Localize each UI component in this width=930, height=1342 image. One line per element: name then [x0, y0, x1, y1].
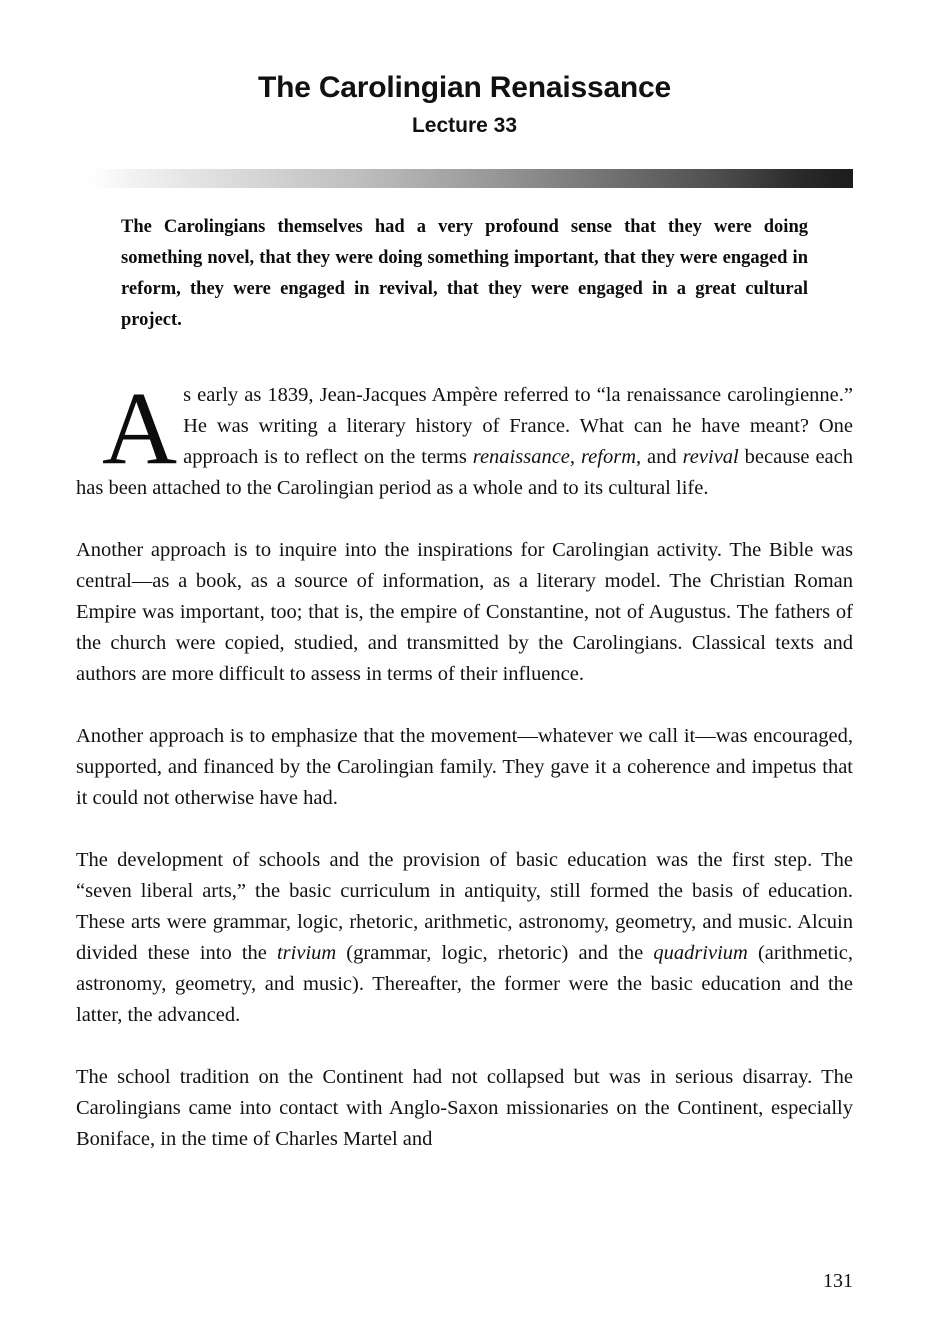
- spacer: [76, 336, 853, 380]
- paragraph-1-text: s early as 1839, Jean-Jacques Ampère referred to “la renaissance carolingienne.” He was writing a literary history of France. What can he have meant? One approach is to reflect on the terms renaissance, reform, and revival because each has been attached to the Carolingian period as a whole and to its cultural life.: [76, 384, 853, 499]
- paragraph-5-text: The school tradition on the Continent had not collapsed but was in serious disarray. The Carolingians came into contact with Anglo-Saxon missionaries on the Continent, especially Boniface, in the time of Charles Martel and: [76, 1066, 853, 1150]
- page-number: 131: [823, 1270, 853, 1292]
- paragraph-5: [76, 1062, 853, 1155]
- page-header: [76, 70, 853, 139]
- paragraph-2-text: Another approach is to inquire into the inspirations for Carolingian activity. The Bible was central—as a book, as a source of information, as a literary model. The Christian Roman Empire was important, too; that is, the empire of Constantine, not of Augustus. The fathers of the church were copied, studied, and transmitted by the Carolingians. Classical texts and authors are more difficult to assess in terms of their influence.: [76, 539, 853, 685]
- spacer: [76, 1031, 853, 1062]
- lead-pullquote: The Carolingians themselves had a very profound sense that they were doing something novel, that they were doing something important, that they were engaged in reform, they were engaged in revival, that they were engaged in a great cultural project.: [121, 217, 808, 330]
- paragraph-3: [76, 721, 853, 814]
- lecture-subtitle: Lecture 33: [411, 114, 518, 138]
- gradient-divider-bar: [88, 169, 853, 188]
- spacer: [76, 504, 853, 535]
- paragraph-4-text: The development of schools and the provision of basic education was the first step. The “seven liberal arts,” the basic curriculum in antiquity, still formed the basis of education. These arts were grammar, logic, rhetoric, arithmetic, astronomy, geometry, and music. Alcuin divided these into the trivium (grammar, logic, rhetoric) and the quadrivium (arithmetic, astronomy, geometry, and music). Thereafter, the former were the basic education and the latter, the advanced.: [76, 849, 854, 1026]
- spacer: [76, 690, 853, 721]
- drop-cap-letter: A: [102, 371, 178, 486]
- page-content: [76, 212, 853, 1155]
- paragraph-4: [76, 845, 853, 1031]
- paragraph-2: [76, 535, 853, 690]
- paragraph-1: [76, 371, 853, 504]
- paragraph-3-text: Another approach is to emphasize that the movement—whatever we call it—was encouraged, supported, and financed by the Carolingian family. They gave it a coherence and impetus that it could not otherwise have had.: [76, 725, 853, 809]
- gradient-divider: [88, 169, 853, 188]
- page-title: The Carolingian Renaissance: [257, 71, 672, 104]
- spacer: [76, 814, 853, 845]
